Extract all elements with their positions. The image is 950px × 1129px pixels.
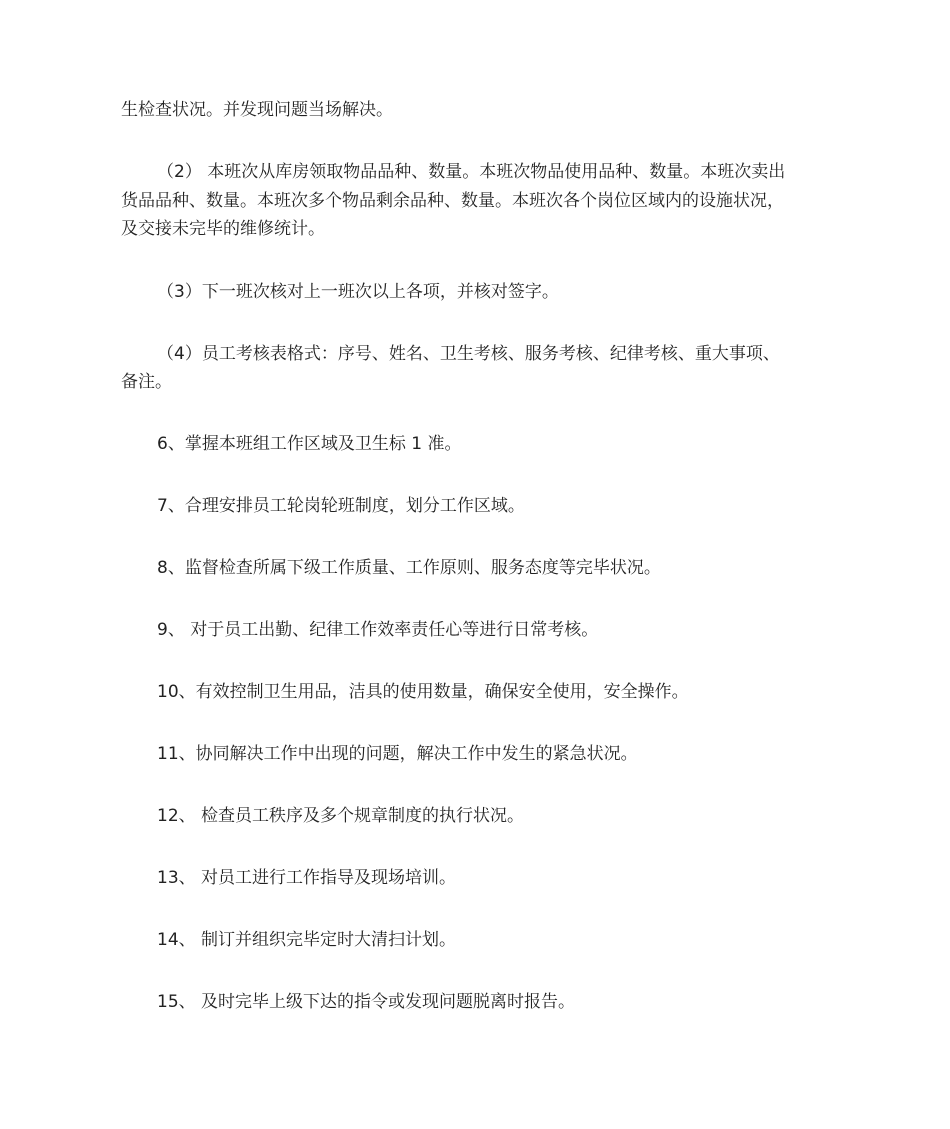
list-item: 12、 检查员工秩序及多个规章制度的执行状况。	[157, 806, 525, 826]
list-item: 15、 及时完毕上级下达的指令或发现问题脱离时报告。	[157, 992, 576, 1012]
text-line: （2） 本班次从库房领取物品品种、数量。本班次物品使用品种、数量。本班次卖出	[157, 162, 786, 182]
list-item: 9、 对于员工出勤、纪律工作效率责任心等进行日常考核。	[157, 620, 599, 640]
list-item: 6、掌握本班组工作区域及卫生标 1 准。	[157, 434, 462, 454]
text-line: 货品品种、数量。本班次多个物品剩余品种、数量。本班次各个岗位区域内的设施状况，	[121, 191, 784, 211]
list-item: 10、有效控制卫生用品，洁具的使用数量，确保安全使用，安全操作。	[157, 682, 689, 702]
text-line: （3）下一班次核对上一班次以上各项，并核对签字。	[157, 282, 559, 302]
list-item: 14、 制订并组织完毕定时大清扫计划。	[157, 930, 457, 950]
text-line: （4）员工考核表格式：序号、姓名、卫生考核、服务考核、纪律考核、重大事项、	[157, 344, 780, 364]
text-line: 生检查状况。并发现问题当场解决。	[121, 100, 393, 120]
text-line: 备注。	[121, 372, 172, 392]
list-item: 11、协同解决工作中出现的问题，解决工作中发生的紧急状况。	[157, 744, 638, 764]
text-line: 及交接未完毕的维修统计。	[121, 219, 325, 239]
list-item: 7、合理安排员工轮岗轮班制度，划分工作区域。	[157, 496, 525, 516]
list-item: 13、 对员工进行工作指导及现场培训。	[157, 868, 457, 888]
list-item: 8、监督检查所属下级工作质量、工作原则、服务态度等完毕状况。	[157, 558, 661, 578]
